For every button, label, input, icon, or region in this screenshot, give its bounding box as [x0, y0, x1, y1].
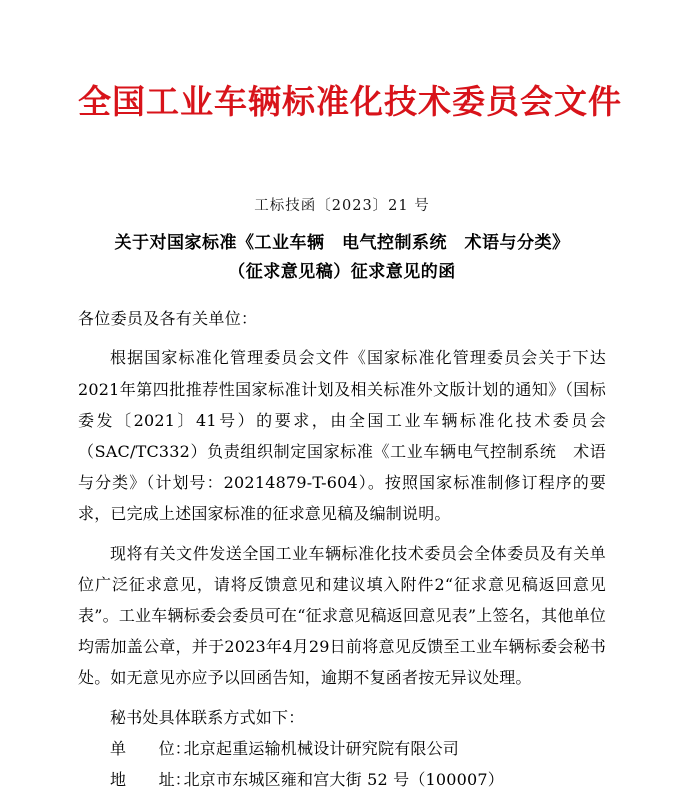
list-item	[78, 733, 606, 764]
list-item	[78, 764, 606, 795]
document-title: 全国工业车辆标准化技术委员会文件	[78, 82, 622, 121]
contact-intro: 秘书处具体联系方式如下：	[110, 707, 305, 727]
body-paragraph-2: 现将有关文件发送全国工业车辆标准化技术委员会全体委员及有关单位广泛征求意见，请将反馈意见和建议填入附件2“征求意见稿返回意见表”。工业车辆标委会委员可在“征求意见稿返回意见表”上签名，其他单位均需加盖公章，并于2023年4月29日前将意见反馈至工业车辆标委会秘书处。如无意见亦应予以回函告知，逾期不复函者按无异议处理。	[78, 543, 606, 688]
subject-line-2: （征求意见稿）征求意见的函	[228, 262, 456, 283]
document-subject	[78, 215, 606, 289]
subject-line-1: 关于对国家标准《工业车辆 电气控制系统 术语与分类》	[114, 232, 570, 253]
contact-value-unit: 北京起重运输机械设计研究院有限公司	[183, 738, 459, 758]
contact-label-address: 地 址：	[110, 769, 192, 789]
contact-label-unit: 单 位：	[110, 738, 192, 758]
document-number: 工标技函〔2023〕21 号	[254, 197, 430, 214]
contact-list	[78, 733, 606, 795]
contact-value-address: 北京市东城区雍和宫大街 52 号（100007）	[183, 769, 505, 789]
salutation: 各位委员及各有关单位：	[78, 309, 258, 329]
body-paragraph-1: 根据国家标准化管理委员会文件《国家标准化管理委员会关于下达2021年第四批推荐性国家标准计划及相关标准外文版计划的通知》（国标委发〔2021〕41号）的要求，由全国工业车辆标准化技术委员会（SAC/TC332）负责组织制定国家标准《工业车辆电气控制系统 术语与分类》（计划号：20214879-T-604）。按照国家标准制修订程序的要求，已完成上述国家标准的征求意见稿及编制说明。	[78, 348, 606, 524]
